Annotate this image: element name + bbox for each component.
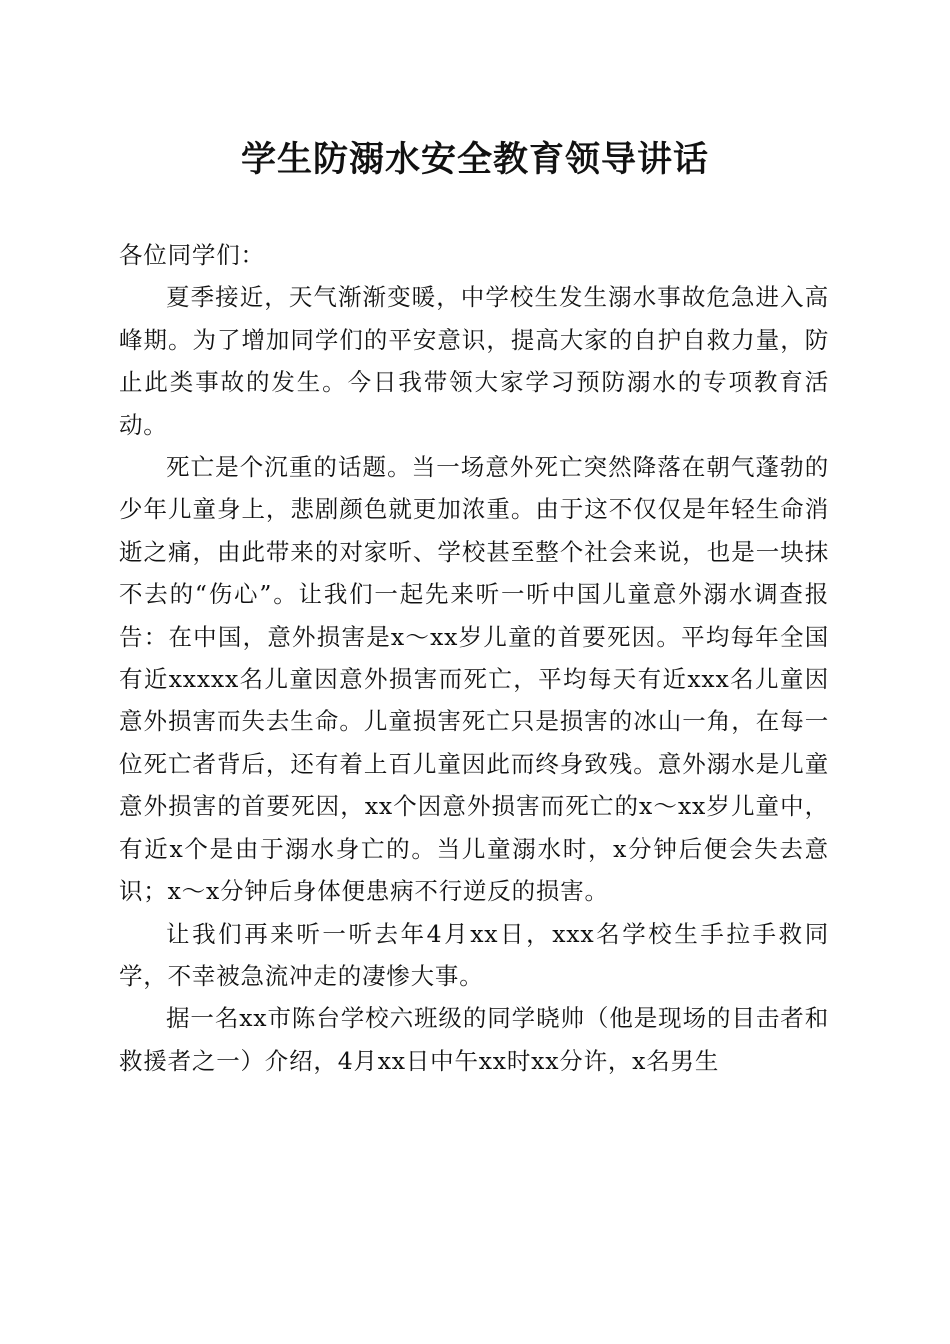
paragraph-2: 死亡是个沉重的话题。当一场意外死亡突然降落在朝气蓬勃的少年儿童身上，悲剧颜色就更加浓重。由于这不仅仅是年轻生命消逝之痛，由此带来的对家听、学校甚至整个社会来说，也是一块抹不去的“伤心”。让我们一起先来听一听中国儿童意外溺水调查报告：在中国，意外损害是x～xx岁儿童的首要死因。平均每年全国有近xxxxx名儿童因意外损害而死亡，平均每天有近xxx名儿童因意外损害而失去生命。儿童损害死亡只是损害的冰山一角，在每一位死亡者背后，还有着上百儿童因此而终身致残。意外溺水是儿童意外损害的首要死因，xx个因意外损害而死亡的x～xx岁儿童中，有近x个是由于溺水身亡的。当儿童溺水时，x分钟后便会失去意识；x～x分钟后身体便患病不行逆反的损害。 — [119, 453, 829, 906]
paragraph-1: 夏季接近，天气渐渐变暖，中学校生发生溺水事故危急进入高峰期。为了增加同学们的平安意识，提高大家的自护自救力量，防止此类事故的发生。今日我带领大家学习预防溺水的专项教育活动。 — [119, 283, 829, 439]
document-body — [119, 234, 829, 1082]
salutation: 各位同学们： — [119, 241, 265, 269]
paragraph-3: 让我们再来听一听去年4月xx日，xxx名学校生手拉手救同学，不幸被急流冲走的凄惨大事。 — [119, 919, 829, 990]
paragraph-4: 据一名xx市陈台学校六班级的同学晓帅（他是现场的目击者和救援者之一）介绍，4月xx日中午xx时xx分许，x名男生 — [119, 1004, 829, 1075]
document-title: 学生防溺水安全教育领导讲话 — [240, 139, 709, 180]
